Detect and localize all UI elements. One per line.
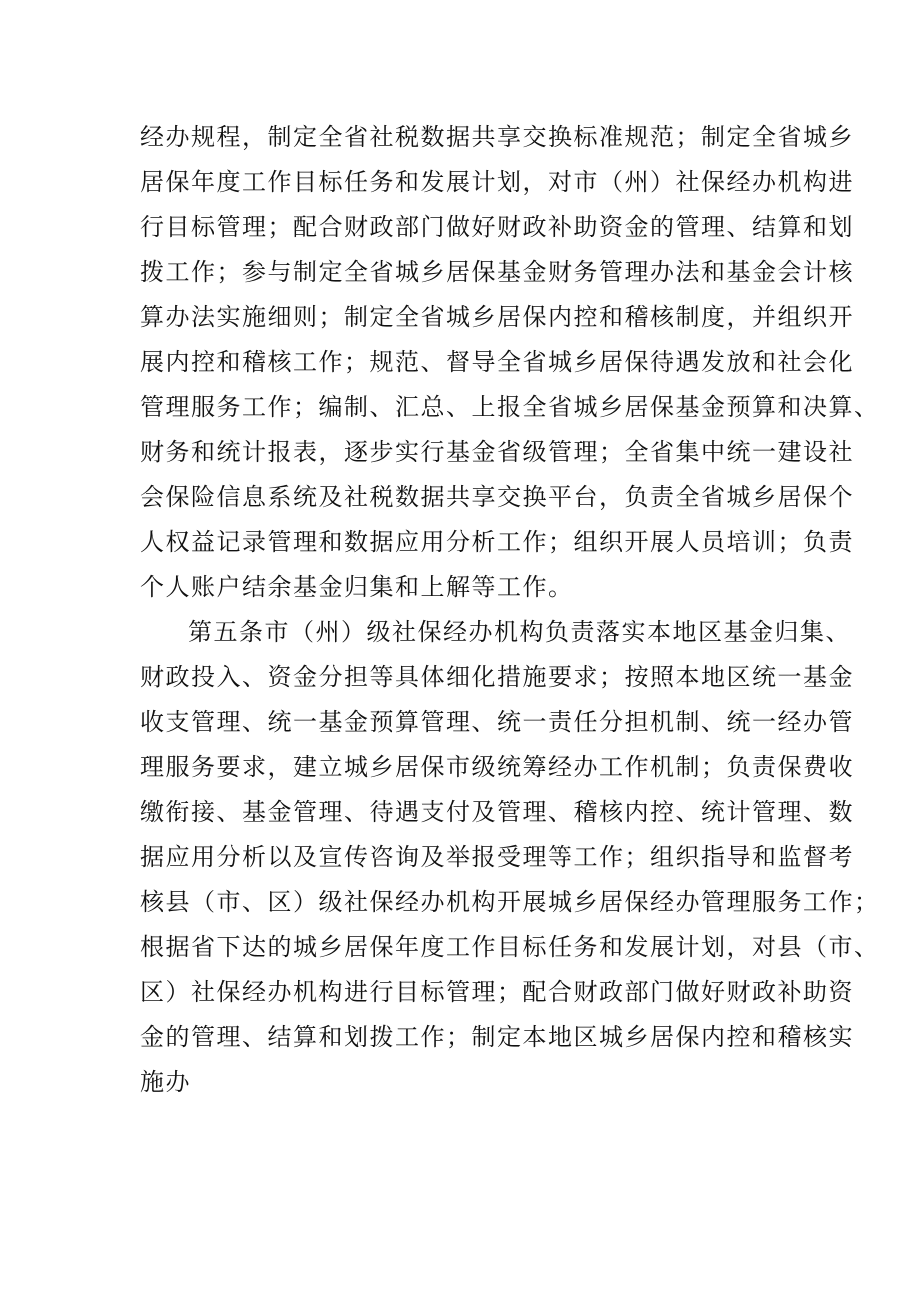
text-line: 行目标管理；配合财政部门做好财政补助资金的管理、结算和划 xyxy=(140,213,854,241)
text-line: 会保险信息系统及社税数据共享交换平台，负责全省城乡居保个 xyxy=(140,483,854,511)
text-line: 缴衔接、基金管理、待遇支付及管理、稽核内控、统计管理、数 xyxy=(140,798,854,826)
text-line: 金的管理、结算和划拨工作；制定本地区城乡居保内控和稽核实 xyxy=(140,1023,854,1051)
text-line: 收支管理、统一基金预算管理、统一责任分担机制、统一经办管 xyxy=(140,708,854,736)
text-line: 财政投入、资金分担等具体细化措施要求；按照本地区统一基金 xyxy=(140,663,854,691)
text-line: 拨工作；参与制定全省城乡居保基金财务管理办法和基金会计核 xyxy=(140,258,854,286)
text-line: 算办法实施细则；制定全省城乡居保内控和稽核制度，并组织开 xyxy=(140,303,854,331)
text-line: 据应用分析以及宣传咨询及举报受理等工作；组织指导和监督考 xyxy=(140,843,854,871)
text-line: 财务和统计报表，逐步实行基金省级管理；全省集中统一建设社 xyxy=(140,438,854,466)
text-line: 管理服务工作；编制、汇总、上报全省城乡居保基金预算和决算、 xyxy=(140,393,880,421)
text-line: 施办 xyxy=(140,1068,191,1096)
text-line: 展内控和稽核工作；规范、督导全省城乡居保待遇发放和社会化 xyxy=(140,348,854,376)
text-line: 核县（市、区）级社保经办机构开展城乡居保经办管理服务工作； xyxy=(140,888,880,916)
text-line: 理服务要求，建立城乡居保市级统筹经办工作机制；负责保费收 xyxy=(140,753,854,781)
article-heading-line: 第五条市（州）级社保经办机构负责落实本地区基金归集、 xyxy=(188,618,851,646)
text-line: 经办规程，制定全省社税数据共享交换标准规范；制定全省城乡 xyxy=(140,123,854,151)
text-line: 根据省下达的城乡居保年度工作目标任务和发展计划，对县（市、 xyxy=(140,933,880,961)
text-line: 居保年度工作目标任务和发展计划，对市（州）社保经办机构进 xyxy=(140,168,854,196)
text-line: 个人账户结余基金归集和上解等工作。 xyxy=(140,573,574,601)
text-line: 人权益记录管理和数据应用分析工作；组织开展人员培训；负责 xyxy=(140,528,854,556)
text-line: 区）社保经办机构进行目标管理；配合财政部门做好财政补助资 xyxy=(140,978,854,1006)
